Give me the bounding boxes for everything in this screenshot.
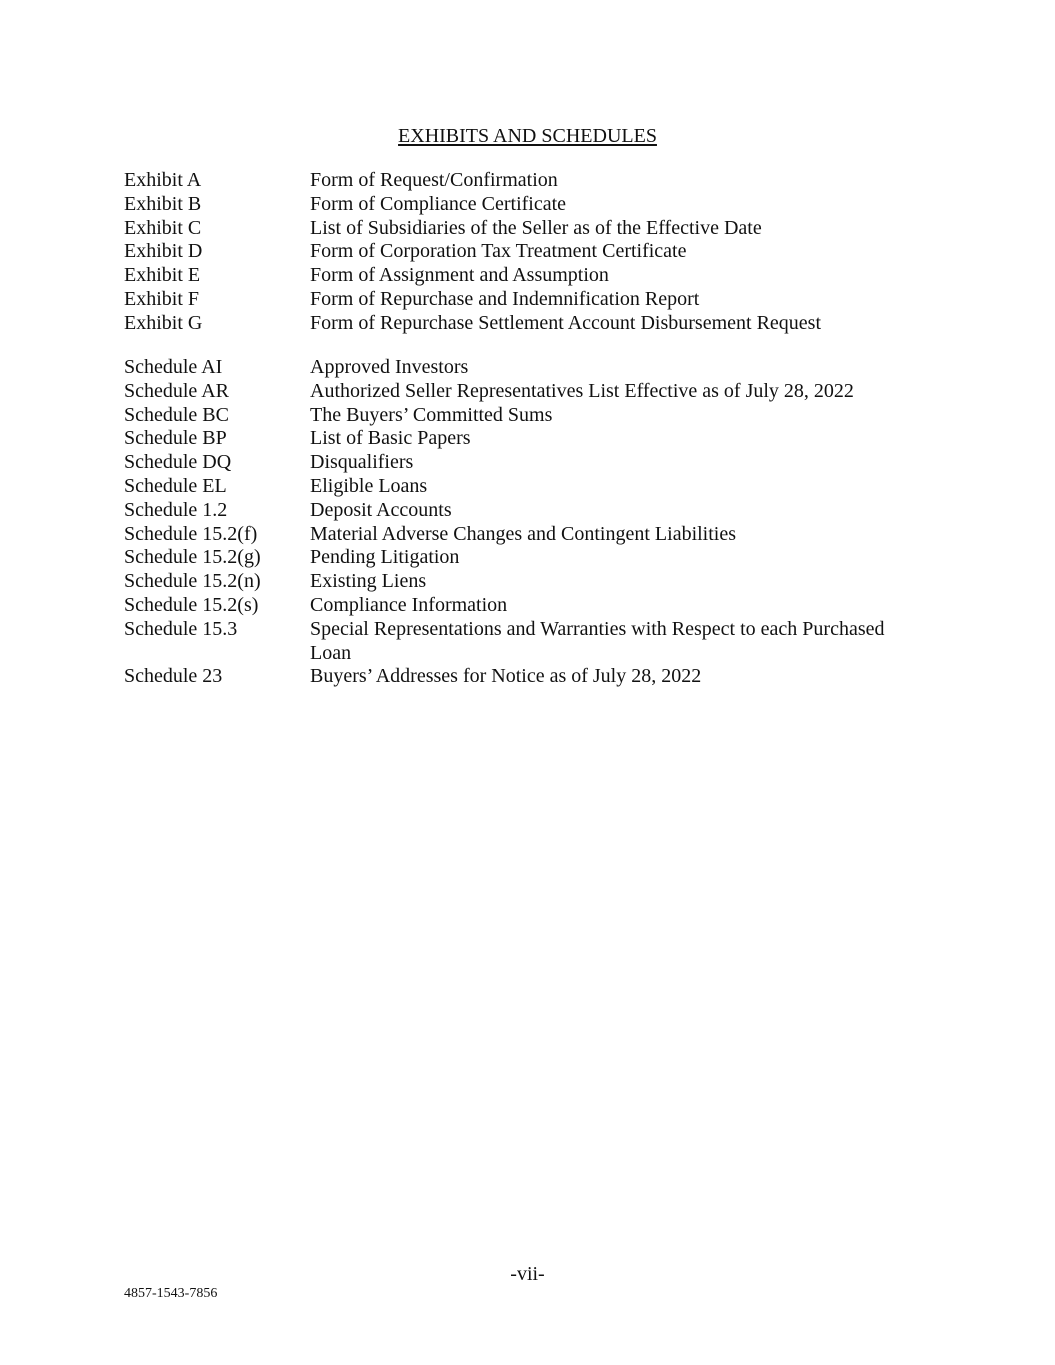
schedule-row [124,523,924,547]
exhibit-row [124,264,924,288]
schedule-row [124,451,924,475]
schedule-description: Eligible Loans [310,474,428,497]
exhibit-label: Exhibit G [124,311,203,334]
page-number: -vii- [510,1263,545,1285]
exhibit-description: Form of Request/Confirmation [310,169,558,191]
schedule-row [124,427,924,451]
exhibit-row [124,169,924,193]
exhibit-label: Exhibit F [124,287,200,310]
document-id: 4857-1543-7856 [124,1286,218,1301]
schedule-description: Existing Liens [310,570,427,593]
page-title: EXHIBITS AND SCHEDULES [398,125,657,147]
exhibit-description: Form of Assignment and Assumption [310,264,609,287]
schedule-description: Special Representations and Warranties with Respect to each Purchased Loan [310,617,885,664]
exhibit-description: Form of Corporation Tax Treatment Certificate [310,240,687,263]
schedule-row [124,570,924,594]
schedule-description: Pending Litigation [310,546,460,569]
schedule-description: The Buyers’ Committed Sums [310,403,553,426]
schedule-description: Approved Investors [310,356,469,378]
schedule-row [124,594,924,618]
schedule-row [124,475,924,499]
schedule-label: Schedule BC [124,403,229,426]
schedule-label: Schedule 1.2 [124,498,228,521]
exhibit-label: Exhibit C [124,216,202,239]
schedule-description: Disqualifiers [310,451,414,474]
exhibit-row [124,240,924,264]
schedule-label: Schedule 15.2(s) [124,593,259,616]
schedule-row [124,546,924,570]
schedule-label: Schedule 15.2(n) [124,570,261,593]
schedule-row [124,380,924,404]
schedule-description: List of Basic Papers [310,427,471,450]
schedule-label: Schedule BP [124,427,227,450]
exhibit-description: Form of Repurchase and Indemnification Report [310,287,700,310]
exhibits-list [124,169,924,336]
exhibit-description: Form of Compliance Certificate [310,192,567,215]
exhibit-label: Exhibit D [124,240,203,263]
schedule-row [124,499,924,523]
schedule-label: Schedule 15.2(f) [124,522,258,545]
schedule-label: Schedule 15.2(g) [124,546,261,569]
exhibit-row [124,193,924,217]
exhibit-row [124,288,924,312]
schedule-label: Schedule 23 [124,665,223,688]
schedules-list [124,356,924,689]
schedule-label: Schedule DQ [124,451,232,474]
exhibit-row [124,312,924,336]
schedule-description: Deposit Accounts [310,498,452,521]
schedule-row [124,665,924,689]
schedule-description: Authorized Seller Representatives List Effective as of July 28, 2022 [310,379,854,402]
schedule-description: Buyers’ Addresses for Notice as of July 28, 2022 [310,665,702,688]
exhibit-description: Form of Repurchase Settlement Account Disbursement Request [310,311,822,334]
exhibit-description: List of Subsidiaries of the Seller as of the Effective Date [310,216,762,239]
exhibit-label: Exhibit B [124,192,202,215]
exhibit-row [124,217,924,241]
schedule-label: Schedule EL [124,474,227,497]
exhibit-label: Exhibit E [124,264,201,287]
schedule-label: Schedule AI [124,356,223,378]
schedule-row [124,356,924,380]
exhibit-label: Exhibit A [124,169,202,191]
schedule-label: Schedule AR [124,379,229,402]
schedule-description: Material Adverse Changes and Contingent Liabilities [310,522,737,545]
schedule-description: Compliance Information [310,593,508,616]
schedule-row [124,618,924,666]
schedule-row [124,404,924,428]
schedule-label: Schedule 15.3 [124,617,238,640]
